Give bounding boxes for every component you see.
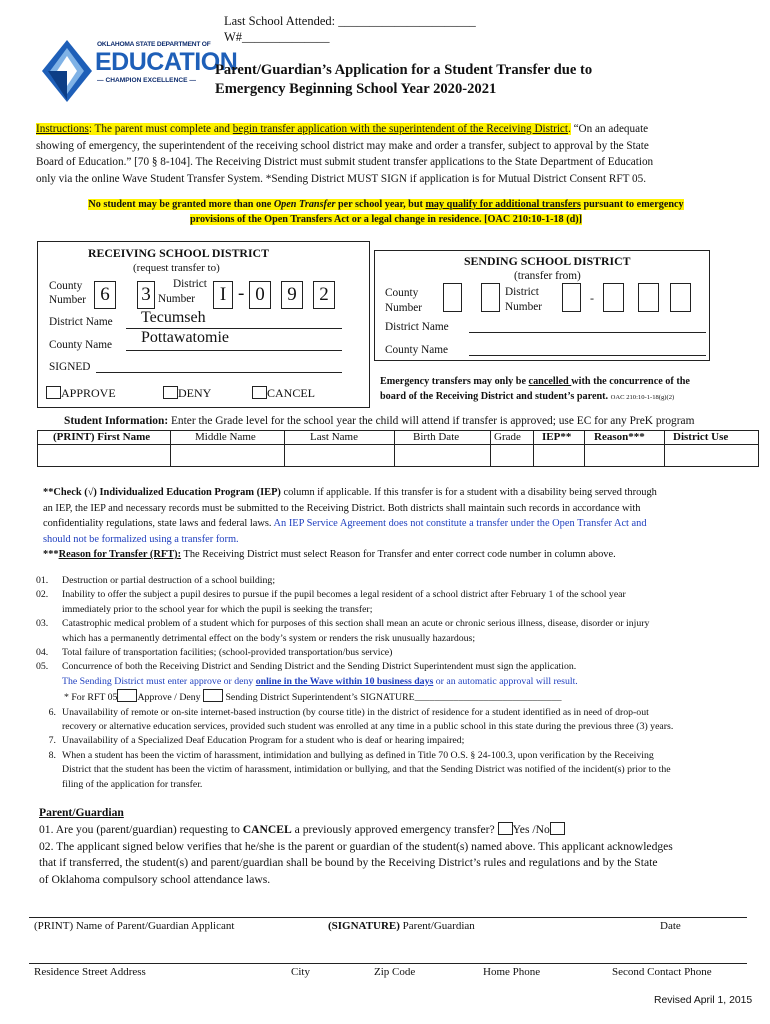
form-title-line1: Parent/Guardian’s Application for a Student Transfer due to: [215, 62, 593, 78]
receiving-county-name-value[interactable]: Pottawatomie: [141, 329, 229, 346]
deny-option[interactable]: DENY: [163, 386, 211, 401]
sending-subtitle: (transfer from): [514, 270, 581, 282]
sending-district-name-line[interactable]: [469, 332, 706, 333]
logo-line3: — CHAMPION EXCELLENCE —: [97, 77, 196, 84]
sending-district-name-label: District Name: [385, 321, 449, 333]
list-item: 8. When a student has been the victim of harassment, intimidation and bullying as defined in Title 70 O.S. § 24-100.3, upon verification by the Receiving: [48, 749, 654, 761]
col-district-use: District Use: [673, 431, 729, 443]
no-checkbox[interactable]: [550, 822, 565, 835]
print-name-label: (PRINT) Name of Parent/Guardian Applicant: [34, 920, 235, 932]
reasons-list: 01. Destruction or partial destruction of a school building; 02. Inability to offer the subject a pupil desires to pursue if the pupil becomes a legal resident of a school district after February 1 of the school year immediately prior to the school year for which the pupil is seeking the transfer; 03. Catastrophic medical problem of a student which for purposes of this section shall mean an acute or chronic serious illness, disease, disorder or injury which has a permanently detrimental effect on the body’s system or renders the risk unusually hazardous; 04. Total failure of transportation facilities; (school-provided transportation/bus service) 05. Concurrence of both the Receiving District and Sending District and the Sending District Superintendent must sign the application. The Sending District must enter approve or deny online in the Wave within 10 business days or an automatic approval will result. * For RFT 05 Approve / Deny Sending District Superintendent’s SIGNATURE______________________________ 6. Unavailability of remote or on-site internet-based instruction (by course title) in the district of residence for a student identified as in need of drop-out recovery or alternative education services, provided such student was enrolled at any time in a public school in this state during the previous three (3) years. 7. Unavailability of a Specialized Deaf Education Program for a student who is deaf or hearing impaired; 8. When a student has been the victim of harassment, intimidation and bullying as defined in Title 70 O.S. § 24-100.3, upon verification by the Receiving District that the student has been the victim of harassment, intimidation or bullying, and that the Sending District was notified of the incident(s) prior to the filing of the application for transfer.: [36, 574, 746, 792]
parent-guardian-section: Parent/Guardian 01. Are you (parent/guardian) requesting to CANCEL a previously approved emergency transfer? Yes /No 02. The applicant signed below verifies that he/she is the parent or guardian of the student(s) named above. This applicant acknowledges that if transferred, the student(s) and parent/guardian shall be bound by the Receiving District’s rules and regulations and by the State of Oklahoma compulsory school attendance laws.: [39, 805, 749, 889]
emergency-cancel-note: Emergency transfers may only be cancelled with the concurrence of the board of the Receiving District and student’s parent. OAC 210:10-1-18(g)(2): [380, 376, 690, 402]
col-middle-name: Middle Name: [195, 431, 256, 443]
sending-district-box-3[interactable]: [603, 283, 624, 312]
col-divider: [490, 430, 491, 466]
rft05-signature-row: * For RFT 05 Approve / Deny Sending District Superintendent’s SIGNATURE______________________________: [36, 689, 746, 705]
sending-district-box-1[interactable]: [481, 283, 500, 312]
transfer-notice: No student may be granted more than one Open Transfer per school year, but may qualify for additional transfers pursuant to emergency provisions of the Open Transfers Act or a legal change in residence. [OAC 210:10-1-18 (d)]: [88, 199, 684, 225]
approve-option[interactable]: APPROVE: [46, 386, 116, 401]
state-logo-icon: [40, 38, 94, 104]
form-title-line2: Emergency Beginning School Year 2020-2021: [215, 81, 497, 97]
approve-checkbox[interactable]: [46, 386, 61, 399]
col-grade: Grade: [494, 431, 521, 443]
receiving-district-dash: -: [238, 283, 245, 304]
sending-county-label: County Number: [385, 287, 423, 314]
signature-line[interactable]: [29, 917, 747, 918]
signed-line: [96, 372, 342, 373]
receiving-county-digit[interactable]: 6: [94, 281, 116, 309]
receiving-subtitle: (request transfer to): [133, 262, 220, 274]
sending-district-box-2[interactable]: [562, 283, 581, 312]
col-reason: Reason***: [594, 431, 645, 443]
zip-label: Zip Code: [374, 966, 416, 978]
col-divider: [284, 430, 285, 466]
deny-checkbox[interactable]: [163, 386, 178, 399]
col-birth-date: Birth Date: [413, 431, 460, 443]
instructions: Instructions: The parent must complete and begin transfer application with the superintendent of the Receiving District. “On an adequate showing of emergency, the superintendent of the receiving school district may make and order a transfer, subject to approval by the State Board of Education.” [70 § 8-104]. The Receiving District must submit student transfer applications to the State Department of Education only via the online Wave Student Transfer System. *Sending District MUST SIGN if application is for Mutual District Consent RFT 05.: [36, 123, 654, 185]
receiving-title: RECEIVING SCHOOL DISTRICT: [88, 246, 269, 260]
rft05-sup-checkbox[interactable]: [203, 689, 223, 702]
signed-label: SIGNED: [49, 361, 91, 373]
logo-line2: EDUCATION: [95, 48, 238, 76]
student-table-header: [37, 431, 759, 444]
receiving-district-name-label: District Name: [49, 316, 113, 328]
receiving-district-digit-3[interactable]: 0: [249, 281, 271, 309]
iep-footnote: **Check (√) Individualized Education Program (IEP) column if applicable. If this transfer is for a student with a disability being served through an IEP, the IEP and necessary records must be submitted to the Receiving District. Both districts shall maintain such records in accordance with confidentiality regulations, state laws and federal laws. An IEP Service Agreement does not constitute a transfer under the Open Transfer Act and should not be formalized using a transfer form. ***Reason for Transfer (RFT): The Receiving District must select Reason for Transfer and enter correct code number in column above.: [43, 487, 657, 560]
home-phone-label: Home Phone: [483, 966, 541, 978]
list-item: 6. Unavailability of remote or on-site internet-based instruction (by course title) in the district of residence for a student identified as in need of drop-out: [48, 706, 649, 718]
sending-title: SENDING SCHOOL DISTRICT: [464, 254, 631, 268]
col-divider: [394, 430, 395, 466]
date-label: Date: [660, 920, 681, 932]
table-row[interactable]: [38, 445, 758, 466]
revised-date: Revised April 1, 2015: [654, 995, 753, 1006]
city-label: City: [291, 966, 310, 978]
sending-county-name-label: County Name: [385, 344, 449, 356]
sending-district-dash: -: [590, 291, 594, 305]
receiving-district-digit-1[interactable]: 3: [137, 281, 155, 309]
rft05-approve-deny-checkbox[interactable]: [117, 689, 137, 702]
receiving-district-digit-5[interactable]: 2: [313, 281, 335, 309]
second-phone-label: Second Contact Phone: [612, 966, 712, 978]
list-item: 04. Total failure of transportation facilities; (school-provided transportation/bus service): [36, 647, 393, 659]
col-divider: [533, 430, 534, 466]
yes-checkbox[interactable]: [498, 822, 513, 835]
cancel-checkbox[interactable]: [252, 386, 267, 399]
col-iep: IEP**: [542, 431, 572, 443]
osde-logo: [40, 38, 238, 106]
receiving-district-digit-4[interactable]: 9: [281, 281, 303, 309]
signature-label: (SIGNATURE) Parent/Guardian: [328, 920, 475, 932]
col-divider: [170, 430, 171, 466]
receiving-county-label: County Number: [49, 280, 87, 306]
sending-district-label: District Number: [505, 286, 543, 313]
list-item: 05. Concurrence of both the Receiving District and Sending District and the Sending District Superintendent must sign the application.: [36, 661, 577, 673]
sending-county-box[interactable]: [443, 283, 462, 312]
col-first-name: (PRINT) First Name: [53, 431, 151, 443]
cancel-question: 01. Are you (parent/guardian) requesting to CANCEL a previously approved emergency transfer? Yes /No: [39, 822, 749, 839]
receiving-district-name-value[interactable]: Tecumseh: [141, 309, 206, 326]
list-item: 7. Unavailability of a Specialized Deaf Education Program for a student who is deaf or hearing impaired;: [48, 735, 465, 747]
logo-line1: OKLAHOMA STATE DEPARTMENT OF: [97, 41, 211, 48]
list-item: 02. Inability to offer the subject a pupil desires to pursue if the pupil becomes a legal resident of a school district after February 1 of the school year: [36, 589, 626, 601]
list-item: 01. Destruction or partial destruction of a school building;: [36, 575, 276, 586]
cancel-option[interactable]: CANCEL: [252, 386, 315, 401]
w-number[interactable]: W#______________: [224, 30, 330, 44]
col-divider: [664, 430, 665, 466]
sending-county-name-line[interactable]: [469, 355, 706, 356]
county-name-line: [126, 350, 342, 351]
sending-district-box-5[interactable]: [670, 283, 691, 312]
parent-heading: Parent/Guardian: [39, 806, 124, 819]
col-last-name: Last Name: [310, 431, 358, 443]
rft05-wave-note: The Sending District must enter approve or deny online in the Wave within 10 business days or an automatic approval will result.: [62, 675, 578, 687]
receiving-district-digit-2[interactable]: I: [213, 281, 233, 309]
receiving-district-label: District Number: [158, 278, 207, 305]
address-line[interactable]: [29, 963, 747, 964]
sending-district-box-4[interactable]: [638, 283, 659, 312]
street-address-label: Residence Street Address: [34, 966, 146, 978]
student-info-heading: Student Information: Enter the Grade level for the school year the child will attend if transfer is approved; use EC for any PreK program: [64, 415, 695, 427]
list-item: 03. Catastrophic medical problem of a student which for purposes of this section shall mean an acute or chronic serious illness, disease, disorder or injury: [36, 618, 650, 630]
col-divider: [584, 430, 585, 466]
receiving-county-name-label: County Name: [49, 339, 113, 351]
last-school-attended[interactable]: Last School Attended: ______________________: [224, 14, 476, 28]
